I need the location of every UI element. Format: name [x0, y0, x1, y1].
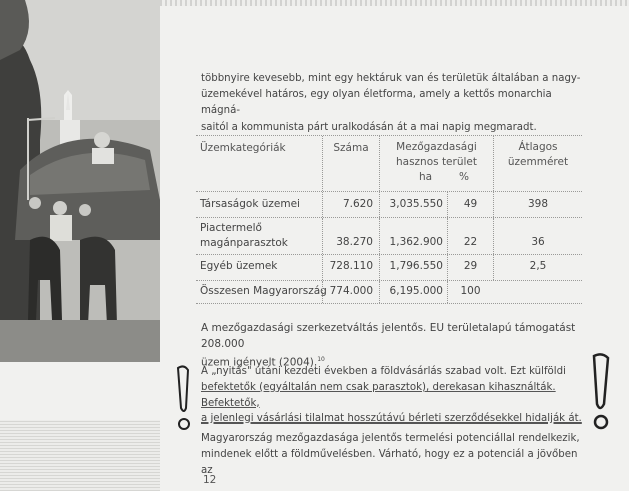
row-category: [200, 221, 288, 251]
row-pct: 49: [447, 192, 493, 217]
row-category-line1: Piactermelő: [200, 222, 262, 234]
row-ha: 3,035.550: [379, 192, 447, 217]
exclamation-mark-left-icon: [172, 364, 198, 438]
photo-horse-cart: [0, 0, 160, 362]
row-category: Társaságok üzemei: [200, 198, 300, 210]
header-pct: %: [459, 171, 469, 183]
row-avg: [493, 281, 582, 303]
intro-line: többnyire kevesebb, mint egy hektáruk van és területük általában a nagy-: [201, 73, 581, 84]
header-area-line2: hasznos terület: [395, 156, 477, 168]
underlined-text: Befektetők,: [201, 397, 260, 409]
footnote-marker: 10: [317, 356, 325, 363]
row-count: 774.000: [322, 281, 379, 303]
row-count: 728.110: [322, 255, 379, 280]
exclamation-mark-right-icon: [586, 352, 616, 436]
header-ha: ha: [419, 171, 433, 183]
intro-line: saitól a kommunista párt uralkodásán át a mai napig megmaradt.: [201, 121, 537, 133]
underlined-text: befektetők (egyáltalán nem csak parasztok), derekasan kihasználták.: [201, 381, 556, 393]
row-count: 7.620: [322, 192, 379, 217]
header-avg-line1: Átlagos: [518, 141, 558, 153]
header-category: Üzemkategóriák: [200, 142, 286, 154]
caption-text: üzem igényelt (2004).: [201, 356, 318, 369]
row-avg: 2,5: [493, 255, 582, 280]
row-count: 38.270: [322, 218, 379, 254]
table-header-row: [196, 135, 582, 191]
table-row: [196, 191, 582, 217]
row-category: Összesen Magyarország: [200, 285, 327, 297]
underlined-line: a jelenlegi vásárlási tilalmat hosszútávú bérleti szerződésekkel hidalják át.: [201, 413, 582, 425]
row-pct: 29: [447, 255, 493, 280]
row-category: Egyéb üzemek: [200, 260, 278, 272]
row-avg: 36: [493, 218, 582, 254]
paragraph-potential: [201, 431, 587, 478]
row-ha: 1,796.550: [379, 255, 447, 280]
caption-line: A mezőgazdasági szerkezetváltás jelentős. EU területalapú támogatást 208.000: [201, 322, 576, 350]
halftone-strip: [0, 420, 160, 491]
header-area: [379, 136, 493, 191]
row-pct: 22: [447, 218, 493, 254]
paragraph-line: mindenek előtt a földművelésben. Várható, hogy ez a potenciál a jövőben az: [201, 448, 578, 476]
intro-paragraph: [201, 71, 581, 136]
page-number: 12: [203, 474, 217, 486]
table-row: [196, 280, 582, 304]
table-row: [196, 217, 582, 254]
farm-category-table: [196, 135, 582, 304]
paragraph-land-purchase: [201, 364, 587, 427]
paragraph-line: Magyarország mezőgazdasága jelentős termelési potenciállal rendelkezik,: [201, 433, 580, 444]
row-ha: 1,362.900: [379, 218, 447, 254]
row-ha: 6,195.000: [379, 281, 447, 303]
paragraph-line: A „nyitás" utáni kezdeti években a földvásárlás szabad volt. Ezt külföldi: [201, 366, 566, 377]
intro-line: üzemekével határos, egy olyan életforma, amely a kettős monarchia mágná-: [201, 89, 552, 117]
header-avg: [493, 136, 582, 191]
paragraph-line: [201, 380, 587, 412]
header-area-line1: Mezőgazdasági: [396, 141, 477, 153]
header-avg-line2: üzemméret: [507, 156, 569, 168]
row-avg: 398: [493, 192, 582, 217]
table-row: [196, 254, 582, 280]
header-count: Száma: [322, 136, 379, 191]
row-pct: 100: [447, 281, 493, 303]
row-category-line2: magánparasztok: [200, 237, 288, 249]
